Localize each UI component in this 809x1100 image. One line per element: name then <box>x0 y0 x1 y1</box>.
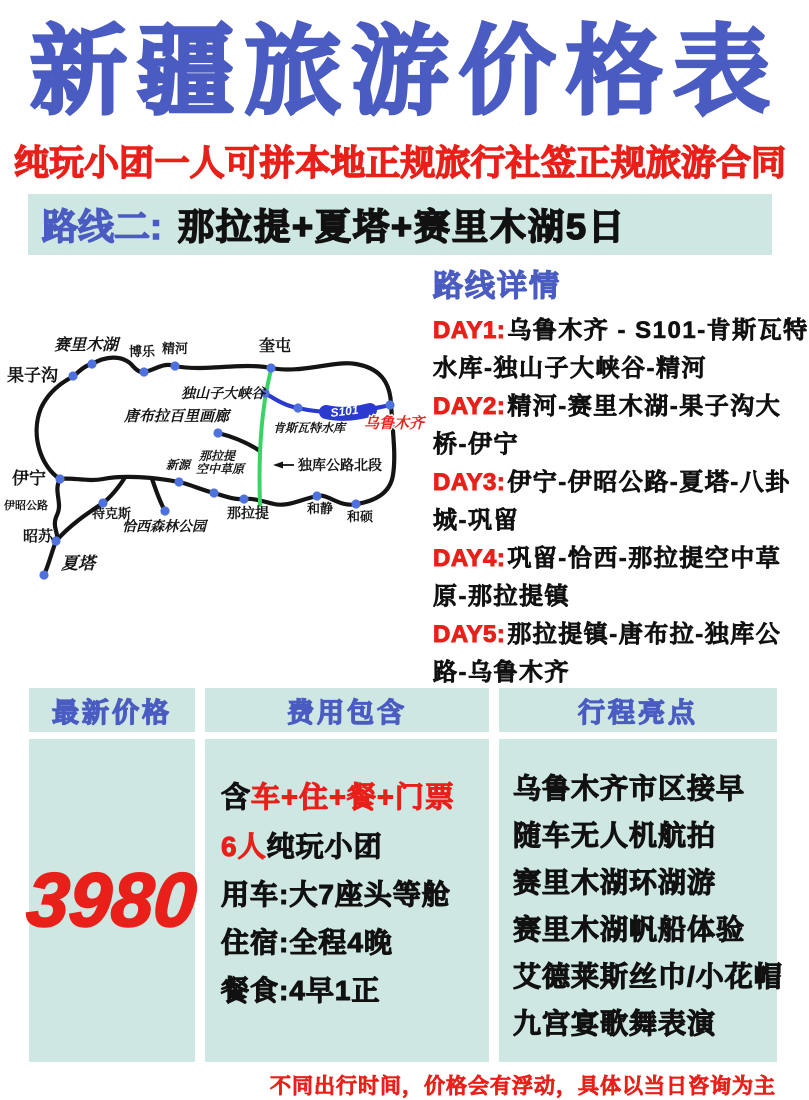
header-trip-highlights: 行程亮点 <box>499 688 777 732</box>
include-line <box>221 821 489 869</box>
day-line: DAY5:那拉提镇-唐布拉-独库公 <box>433 621 782 648</box>
title-char: 旅 <box>244 17 342 126</box>
day-label: DAY4: <box>433 545 506 572</box>
map-node <box>239 494 248 503</box>
day-item <box>433 464 793 540</box>
map-label: 唐布拉百里画廊 <box>124 408 230 425</box>
highlight-item: 赛里木湖帆船体验 <box>513 914 746 945</box>
day-item <box>433 388 793 464</box>
day-line: 原-那拉提镇 <box>433 583 570 610</box>
map-label: 和静 <box>307 501 334 516</box>
include-line <box>221 917 489 965</box>
map-label: 空中草原 <box>196 462 245 476</box>
day-line: 路-乌鲁木齐 <box>433 659 570 686</box>
map-node <box>160 506 169 515</box>
route-banner-label: 路线二: <box>42 206 162 247</box>
day-line: DAY2:精河-赛里木湖-果子沟大 <box>433 393 782 420</box>
map-label: 伊宁 <box>12 469 46 488</box>
price-value: 3980 <box>24 858 200 943</box>
map-node <box>312 491 321 500</box>
map-label: 果子沟 <box>7 366 58 385</box>
map-label: 恰西森林公园 <box>122 518 206 534</box>
day-item <box>433 312 809 388</box>
day-line: DAY1:乌鲁木齐 - S101-肯斯瓦特 <box>433 317 809 344</box>
title-char: 疆 <box>137 17 235 126</box>
map-label: 新源 <box>166 458 191 472</box>
map-label: 昭苏 <box>23 528 54 545</box>
map-label: S101 <box>329 402 360 420</box>
poster-title <box>0 0 800 132</box>
highlight-item: 艾德莱斯丝巾/小花帽 <box>513 961 783 992</box>
include-segment: 含 <box>221 781 252 814</box>
title-char: 表 <box>672 17 770 126</box>
day-label: DAY2: <box>433 393 506 420</box>
day-label: DAY5: <box>433 621 506 648</box>
map-label: 奎屯 <box>259 338 292 355</box>
map-node <box>170 361 179 370</box>
day-line: 水库-独山子大峡谷-精河 <box>433 355 707 382</box>
day-line: DAY3:伊宁-伊昭公路-夏塔-八卦 <box>433 469 791 496</box>
duku-arrow-head <box>273 462 283 469</box>
table-body-row <box>24 739 783 1062</box>
map-node <box>68 371 77 380</box>
footer-note: 不同出行时间，价格会有浮动，具体以当日咨询为主 <box>270 1075 776 1098</box>
map-label: 伊昭公路 <box>4 500 48 512</box>
highlight-item: 九宫宴歌舞表演 <box>513 1008 717 1039</box>
map-node <box>209 488 218 497</box>
include-line <box>221 769 489 821</box>
map-road-yizhao-road-south <box>44 479 60 575</box>
map-label: 夏塔 <box>61 554 95 573</box>
include-segment: 餐食:4早1正 <box>221 975 381 1006</box>
include-segment: 住宿:全程4晚 <box>221 927 393 958</box>
highlight-item: 随车无人机航拍 <box>513 820 717 851</box>
day-item <box>433 540 793 616</box>
map-label: 独库公路北段 <box>298 457 382 473</box>
fee-includes-cell <box>205 739 489 1062</box>
map-node <box>293 403 302 412</box>
map-node <box>351 499 360 508</box>
title-char: 格 <box>565 17 663 126</box>
map-node <box>213 428 222 437</box>
day-item <box>433 616 793 692</box>
title-char: 新 <box>30 17 127 126</box>
day-line: 城-巩留 <box>433 507 519 534</box>
include-segment: 用车:大7座头等舱 <box>221 879 451 910</box>
map-node <box>55 474 64 483</box>
map-node <box>139 367 148 376</box>
map-label: 肯斯瓦特水库 <box>273 421 346 435</box>
trip-highlights-cell <box>499 739 783 1062</box>
title-char: 游 <box>351 17 449 126</box>
header-latest-price: 最新价格 <box>29 688 195 732</box>
table-header-row <box>29 688 777 732</box>
subtitle-item: 纯玩小团 <box>14 144 155 183</box>
map-label: 精河 <box>162 341 189 356</box>
map-node <box>39 570 48 579</box>
day-line: 桥-伊宁 <box>433 431 519 458</box>
map-node <box>174 477 183 486</box>
include-segment: 6人 <box>221 831 267 862</box>
highlight-item: 赛里木湖环湖游 <box>513 867 717 898</box>
include-line <box>221 965 489 1013</box>
price-table <box>24 688 783 1062</box>
route-details-panel <box>433 261 809 692</box>
map-label: 那拉提 <box>199 449 236 463</box>
map-node <box>87 359 96 368</box>
day-label: DAY1: <box>433 317 506 344</box>
map-label: 赛里木湖 <box>54 337 119 354</box>
map-node <box>385 400 394 409</box>
subtitle-item: 签正规旅游合同 <box>540 144 786 183</box>
route-map <box>3 307 435 609</box>
title-char: 价 <box>458 17 556 126</box>
subtitle-item: 本地正规旅行社 <box>295 144 541 183</box>
route-banner-title: 那拉提+夏塔+赛里木湖5日 <box>178 206 627 247</box>
map-road-qiaxi-branch <box>152 479 165 511</box>
include-segment: 纯玩小团 <box>266 831 383 862</box>
map-label: 独山子大峡谷 <box>181 385 265 401</box>
map-label: 乌鲁木齐 <box>364 415 425 432</box>
include-line <box>221 869 489 917</box>
content-area <box>0 255 809 688</box>
map-label: 那拉提 <box>227 505 269 521</box>
route-details-heading: 路线详情 <box>433 270 561 303</box>
day-line: DAY4:巩留-恰西-那拉提空中草 <box>433 545 782 572</box>
map-label: 特克斯 <box>92 506 132 521</box>
day-label: DAY3: <box>433 469 506 496</box>
price-cell <box>24 739 200 1062</box>
map-label: 和硕 <box>347 509 374 524</box>
day-list <box>433 312 809 692</box>
subtitle-item: 一人可拼 <box>154 144 295 183</box>
map-label: 博乐 <box>129 344 156 359</box>
include-segment: 车+住+餐+门票 <box>251 781 455 814</box>
highlight-item: 乌鲁木齐市区接早 <box>513 773 746 804</box>
map-node <box>266 363 275 372</box>
header-fee-includes: 费用包含 <box>205 688 489 732</box>
poster-subtitle <box>0 136 800 186</box>
route-banner <box>28 194 772 255</box>
